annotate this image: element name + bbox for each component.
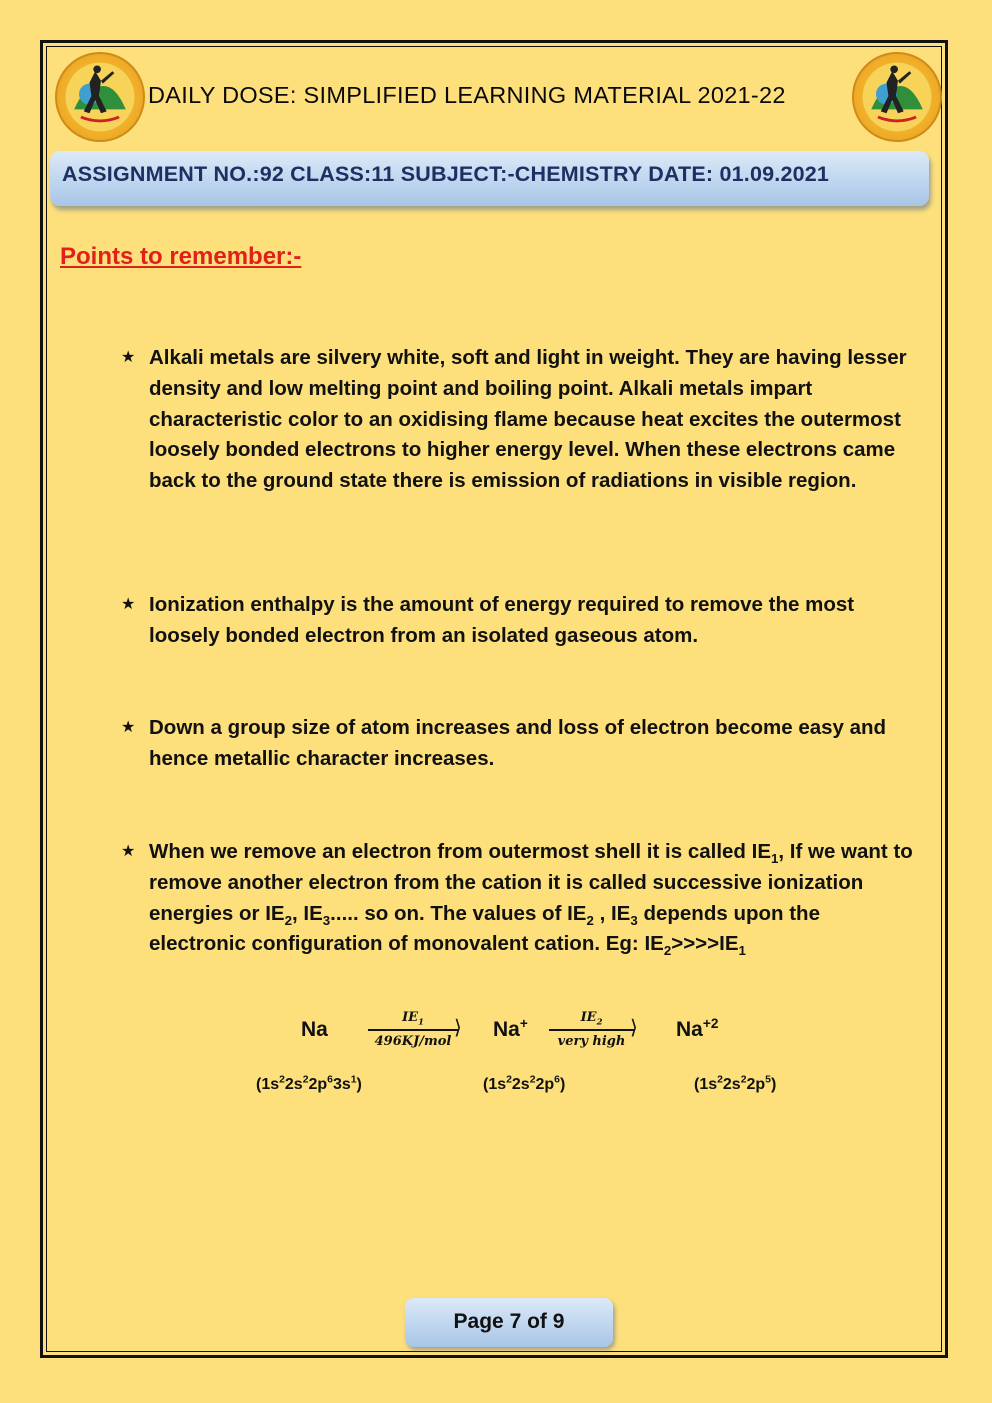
- star-bullet-icon: ★: [121, 719, 136, 736]
- list-item: [121, 837, 921, 960]
- list-item: [121, 590, 921, 652]
- species-na: Na: [301, 1018, 328, 1041]
- page-number: Page 7 of 9: [405, 1298, 613, 1347]
- electron-config-na-plus2: $(1s^22s^22p^5)$: [694, 1074, 777, 1093]
- bullet-text: Ionization enthalpy is the amount of energy required to remove the most loosely bonded electron from an isolated gaseous atom.: [149, 593, 855, 647]
- arrow-head-icon: ⟩: [454, 1015, 462, 1039]
- arrow-label-bottom: 496KJ/mol: [374, 1034, 452, 1049]
- bullet-text: Down a group size of atom increases and loss of electron become easy and hence metallic character increases.: [149, 716, 887, 770]
- school-logo-icon: [55, 52, 145, 142]
- ionization-arrow-1: [368, 1010, 464, 1054]
- section-heading: Points to remember:-: [60, 243, 302, 270]
- arrow-head-icon: ⟩: [630, 1015, 638, 1039]
- arrow-label-bottom: very high: [557, 1034, 626, 1049]
- species-na-plus: Na+: [493, 1016, 528, 1041]
- electron-config-na: $(1s^22s^22p^63s^1)$: [256, 1074, 362, 1093]
- star-bullet-icon: ★: [121, 349, 136, 366]
- star-bullet-icon: ★: [121, 843, 136, 860]
- arrow-label-top: $IE_2$: [580, 1010, 603, 1027]
- bullet-text: Alkali metals are silvery white, soft and light in weight. They are having lesser density and low melting point and boiling point. Alkali metals impart characteristic color to an oxidising flame because heat excites the outermost loosely bonded electrons to higher energy level. When these electrons came back to the ground state there is emission of radiations in visible region.: [149, 346, 907, 493]
- star-bullet-icon: ★: [121, 596, 136, 613]
- arrow-line: [549, 1029, 634, 1031]
- electron-config-na-plus: $(1s^22s^22p^6)$: [483, 1074, 566, 1093]
- page-border-inner: [46, 46, 942, 1352]
- assignment-info: ASSIGNMENT NO.:92 CLASS:11 SUBJECT:-CHEMISTRY DATE: 01.09.2021: [62, 162, 830, 186]
- list-item: [121, 343, 921, 497]
- arrow-line: [368, 1029, 458, 1031]
- arrow-label-top: $IE_1$: [402, 1010, 424, 1027]
- species-na-plus2: $Na^{+2}$: [676, 1016, 719, 1041]
- assignment-banner: [50, 151, 929, 206]
- ionization-arrow-2: [549, 1010, 645, 1054]
- list-item: [121, 713, 921, 775]
- bullet-text: When we remove an electron from outermost shell it is called $IE_1$, If we want to remove another electron from the cation it is called successive ionization energies or $IE_2$, $IE_3$..... so on. The values of $IE_2$ , $IE_3$ depends upon the electronic configuration of monovalent cation. Eg: $IE_2>>>>IE_1$: [149, 840, 913, 959]
- page-title: DAILY DOSE: SIMPLIFIED LEARNING MATERIAL 2021-22: [148, 82, 786, 108]
